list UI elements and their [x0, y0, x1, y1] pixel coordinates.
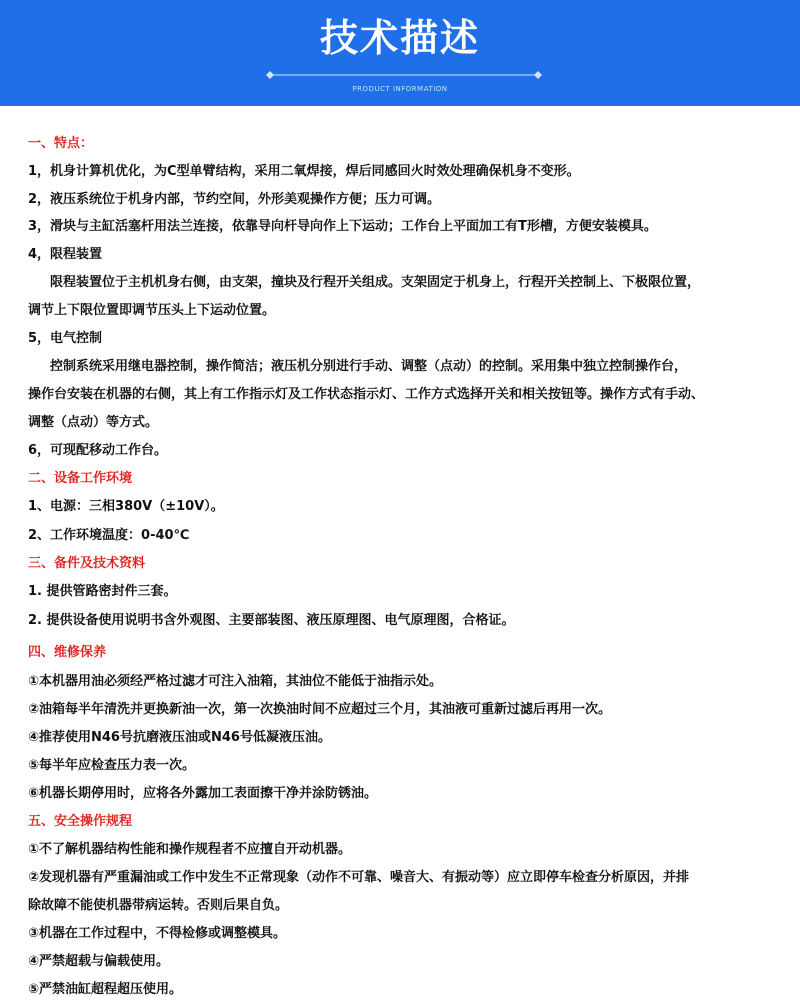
section-heading-environment: 二、设备工作环境	[28, 471, 133, 486]
paragraph: 4，限程装置	[28, 247, 103, 262]
paragraph: ①不了解机器结构性能和操作规程者不应擅自开动机器。	[28, 842, 352, 857]
title-divider	[262, 70, 546, 80]
paragraph: ④推荐使用N46号抗磨液压油或N46号低凝液压油。	[28, 730, 331, 745]
page-title: 技术描述	[319, 16, 480, 60]
paragraph: 2. 提供设备使用说明书含外观图、主要部装图、液压原理图、电气原理图，合格证。	[28, 613, 515, 628]
paragraph: ②油箱每半年清洗并更换新油一次，第一次换油时间不应超过三个月，其油液可重新过滤后再用一次。	[28, 702, 612, 717]
paragraph: 除故障不能使机器带病运转。否则后果自负。	[28, 898, 289, 913]
paragraph: 1，机身计算机优化，为C型单臂结构，采用二氧焊接，焊后同感回火时效处理确保机身不变形。	[28, 164, 580, 179]
paragraph: 6，可现配移动工作台。	[28, 443, 168, 458]
paragraph: ②发现机器有严重漏油或工作中发生不正常现象（动作不可靠、噪音大、有振动等）应立即停车检查分析原因，并排	[28, 870, 690, 885]
paragraph: ④严禁超载与偏载使用。	[28, 954, 170, 969]
paragraph: 3，滑块与主缸活塞杆用法兰连接，依靠导向杆导向作上下运动；工作台上平面加工有T形槽，方便安装模具。	[28, 219, 657, 234]
paragraph: ⑤严禁油缸超程超压使用。	[28, 982, 183, 997]
paragraph: ⑥机器长期停用时，应将各外露加工表面擦干净并涂防锈油。	[28, 786, 378, 801]
paragraph: 2、工作环境温度：0-40℃	[28, 528, 190, 543]
paragraph: 调节上下限位置即调节压头上下运动位置。	[28, 303, 276, 318]
paragraph: 2，液压系统位于机身内部，节约空间，外形美观操作方便；压力可调。	[28, 192, 441, 207]
paragraph: 1. 提供管路密封件三套。	[28, 584, 177, 599]
paragraph: ③机器在工作过程中，不得检修或调整模具。	[28, 926, 287, 941]
paragraph: 调整（点动）等方式。	[28, 415, 159, 430]
page-subtitle: PRODUCT INFORMATION	[352, 85, 448, 93]
paragraph: 5，电气控制	[28, 331, 103, 346]
section-heading-spare-parts: 三、备件及技术资料	[28, 556, 146, 571]
section-heading-features: 一、特点：	[28, 136, 94, 151]
paragraph: 限程装置位于主机机身右侧，由支架，撞块及行程开关组成。支架固定于机身上，行程开关控制上、下极限位置，	[50, 275, 701, 290]
paragraph: 1、电源：三相380V（±10V）。	[28, 499, 224, 514]
paragraph: ①本机器用油必须经严格过滤才可注入油箱，其油位不能低于油指示处。	[28, 674, 443, 689]
paragraph: 控制系统采用继电器控制，操作简洁；液压机分别进行手动、调整（点动）的控制。采用集中独立控制操作台，	[50, 359, 688, 374]
section-heading-safety: 五、安全操作规程	[28, 814, 133, 829]
paragraph: ⑤每半年应检查压力表一次。	[28, 758, 196, 773]
paragraph: 操作台安装在机器的右侧，其上有工作指示灯及工作状态指示灯、工作方式选择开关和相关按钮等。操作方式有手动、	[28, 387, 705, 402]
section-heading-maintenance: 四、维修保养	[28, 645, 107, 660]
header-banner	[0, 0, 800, 106]
